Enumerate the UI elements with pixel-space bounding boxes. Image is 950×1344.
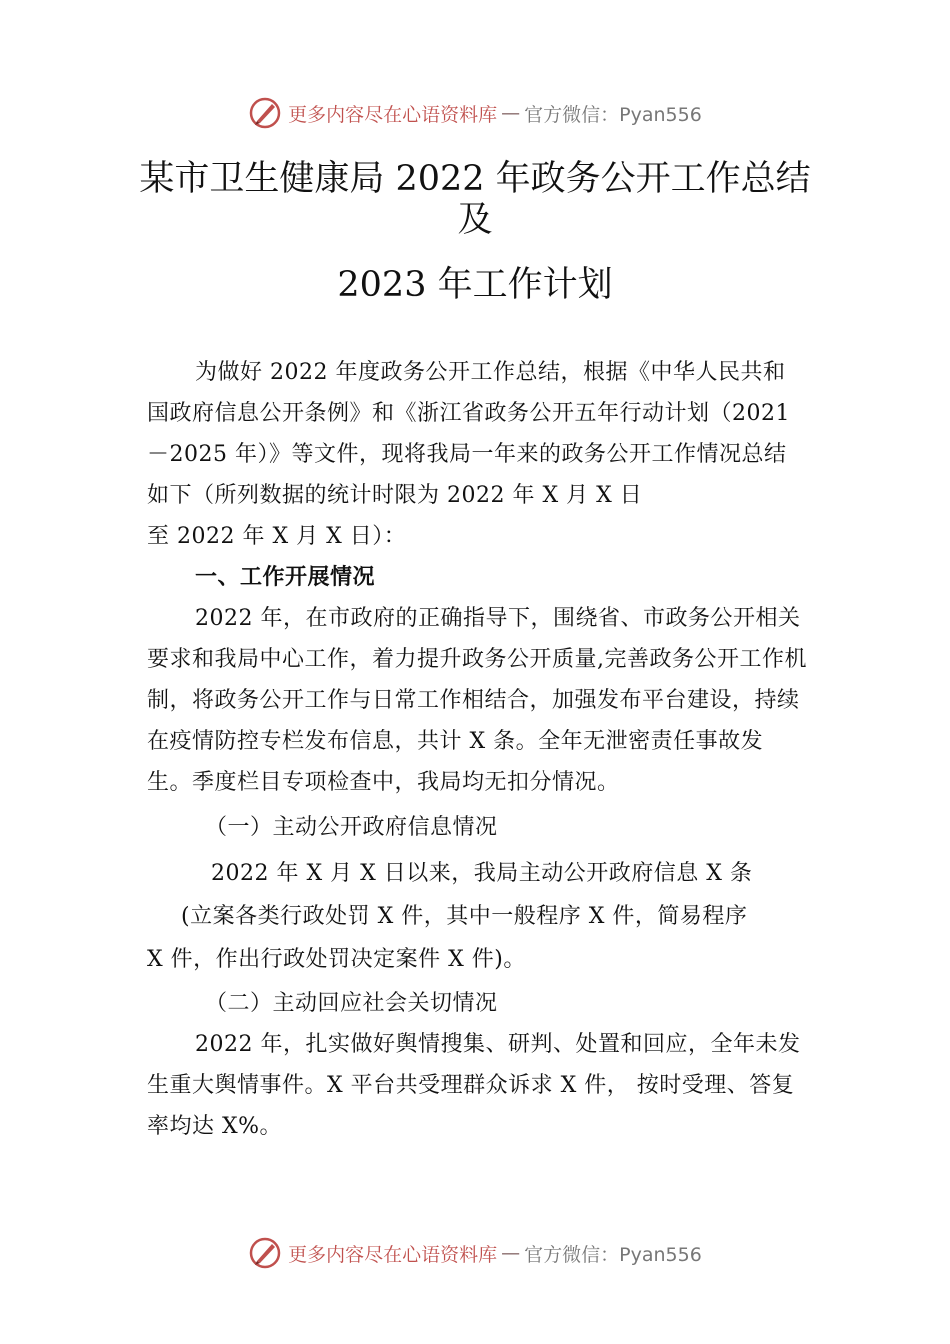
document-title-line2: 及	[457, 200, 493, 240]
pen-logo-icon	[248, 1236, 282, 1270]
banner-library-text: 更多内容尽在心语资料库	[288, 1243, 498, 1266]
subsection2-paragraph: 2022 年，扎实做好舆情搜集、研判、处置和回应，全年未发生重大舆情事件。X 平台共受理群众诉求 X 件， 按时受理、答复率均达 X%。	[147, 1032, 801, 1139]
subsection1-line1: 2022 年 X 月 X 日以来，我局主动公开政府信息 X 条	[211, 861, 753, 886]
banner-separator: —	[501, 1242, 521, 1264]
subsection1-line3: X 件，作出行政处罚决定案件 X 件)。	[147, 947, 526, 972]
subsection1-line2: (立案各类行政处罚 X 件，其中一般程序 X 件，简易程序	[181, 904, 748, 929]
banner-separator: —	[501, 102, 521, 124]
intro-paragraph-continued: 至 2022 年 X 月 X 日）：	[147, 524, 407, 549]
pen-logo-icon	[248, 96, 282, 130]
header-banner	[0, 93, 950, 133]
document-title-line1: 某市卫生健康局 2022 年政务公开工作总结	[139, 159, 811, 199]
section1-heading: 一、工作开展情况	[195, 565, 376, 590]
banner-wechat-text: 官方微信：Pyan556	[524, 103, 702, 126]
section1-paragraph: 2022 年，在市政府的正确指导下，围绕省、市政务公开相关要求和我局中心工作，着力提升政务公开质量,完善政务公开工作机制，将政务公开工作与日常工作相结合，加强发布平台建设，持续在疫情防控专栏发布信息，共计 X 条。全年无泄密责任事故发生。季度栏目专项检查中，我局均无扣分情况。	[147, 606, 807, 795]
subsection1-heading: （一）主动公开政府信息情况	[205, 815, 498, 840]
document-body	[147, 352, 807, 1147]
footer-banner	[0, 1233, 950, 1273]
subsection2-heading: （二）主动回应社会关切情况	[205, 991, 498, 1016]
document-title-line3: 2023 年工作计划	[337, 265, 613, 305]
banner-wechat-text: 官方微信：Pyan556	[524, 1243, 702, 1266]
banner-library-text: 更多内容尽在心语资料库	[288, 103, 498, 126]
intro-paragraph: 为做好 2022 年度政务公开工作总结，根据《中华人民共和国政府信息公开条例》和《浙江省政务公开五年行动计划（2021－2025 年）》等文件，现将我局一年来的政务公开工作情况总结如下（所列数据的统计时限为 2022 年 X 月 X 日	[147, 360, 790, 508]
